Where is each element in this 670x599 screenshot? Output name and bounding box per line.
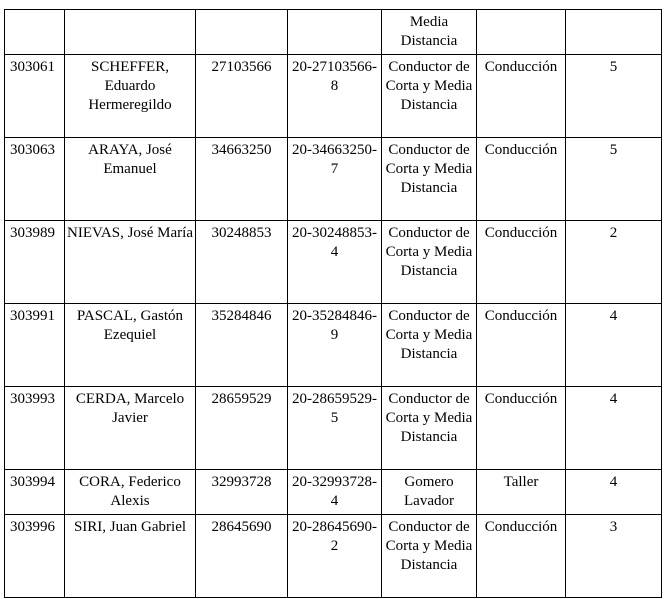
cell-legajo: 303061 xyxy=(5,55,65,138)
cell-nombre xyxy=(65,10,196,55)
table-row xyxy=(5,221,662,304)
cell-cuil: 20-35284846-9 xyxy=(288,304,382,387)
cell-nombre: ARAYA, José Emanuel xyxy=(65,138,196,221)
cell-sector: Conducción xyxy=(477,138,566,221)
cell-valor: 5 xyxy=(566,138,662,221)
cell-valor: 4 xyxy=(566,470,662,515)
cell-legajo: 303063 xyxy=(5,138,65,221)
cell-cuil: 20-28645690-2 xyxy=(288,515,382,598)
cell-valor: 2 xyxy=(566,221,662,304)
cell-valor: 3 xyxy=(566,515,662,598)
cell-valor: 4 xyxy=(566,387,662,470)
cell-cuil xyxy=(288,10,382,55)
table-row xyxy=(5,515,662,598)
cell-legajo: 303994 xyxy=(5,470,65,515)
cell-legajo: 303996 xyxy=(5,515,65,598)
cell-cuil: 20-28659529-5 xyxy=(288,387,382,470)
cell-dni: 28645690 xyxy=(196,515,288,598)
cell-puesto: Conductor de Corta y Media Distancia xyxy=(382,55,477,138)
cell-dni: 30248853 xyxy=(196,221,288,304)
table-row xyxy=(5,55,662,138)
cell-valor: 4 xyxy=(566,304,662,387)
cell-cuil: 20-32993728-4 xyxy=(288,470,382,515)
cell-dni: 35284846 xyxy=(196,304,288,387)
cell-dni xyxy=(196,10,288,55)
cell-sector xyxy=(477,10,566,55)
cell-legajo: 303991 xyxy=(5,304,65,387)
table-row-continued xyxy=(5,10,662,55)
cell-sector: Taller xyxy=(477,470,566,515)
table-body xyxy=(5,10,662,598)
table-row xyxy=(5,470,662,515)
cell-puesto: Conductor de Corta y Media Distancia xyxy=(382,387,477,470)
cell-puesto: Conductor de Corta y Media Distancia xyxy=(382,221,477,304)
cell-cuil: 20-27103566-8 xyxy=(288,55,382,138)
cell-nombre: SIRI, Juan Gabriel xyxy=(65,515,196,598)
employee-table xyxy=(4,9,662,598)
cell-puesto: Gomero Lavador xyxy=(382,470,477,515)
table-row xyxy=(5,304,662,387)
cell-sector: Conducción xyxy=(477,304,566,387)
cell-legajo: 303989 xyxy=(5,221,65,304)
cell-nombre: NIEVAS, José María xyxy=(65,221,196,304)
cell-sector: Conducción xyxy=(477,55,566,138)
cell-valor: 5 xyxy=(566,55,662,138)
cell-nombre: PASCAL, Gastón Ezequiel xyxy=(65,304,196,387)
cell-nombre: CORA, Federico Alexis xyxy=(65,470,196,515)
table-row xyxy=(5,387,662,470)
cell-puesto: Conductor de Corta y Media Distancia xyxy=(382,304,477,387)
cell-puesto: Media Distancia xyxy=(382,10,477,55)
cell-sector: Conducción xyxy=(477,387,566,470)
cell-legajo: 303993 xyxy=(5,387,65,470)
table-row xyxy=(5,138,662,221)
cell-sector: Conducción xyxy=(477,221,566,304)
cell-cuil: 20-34663250-7 xyxy=(288,138,382,221)
cell-cuil: 20-30248853-4 xyxy=(288,221,382,304)
cell-nombre: CERDA, Marcelo Javier xyxy=(65,387,196,470)
cell-nombre: SCHEFFER, Eduardo Hermeregildo xyxy=(65,55,196,138)
cell-legajo xyxy=(5,10,65,55)
cell-puesto: Conductor de Corta y Media Distancia xyxy=(382,138,477,221)
cell-dni: 34663250 xyxy=(196,138,288,221)
cell-puesto: Conductor de Corta y Media Distancia xyxy=(382,515,477,598)
cell-dni: 32993728 xyxy=(196,470,288,515)
cell-dni: 27103566 xyxy=(196,55,288,138)
cell-sector: Conducción xyxy=(477,515,566,598)
cell-dni: 28659529 xyxy=(196,387,288,470)
cell-valor xyxy=(566,10,662,55)
